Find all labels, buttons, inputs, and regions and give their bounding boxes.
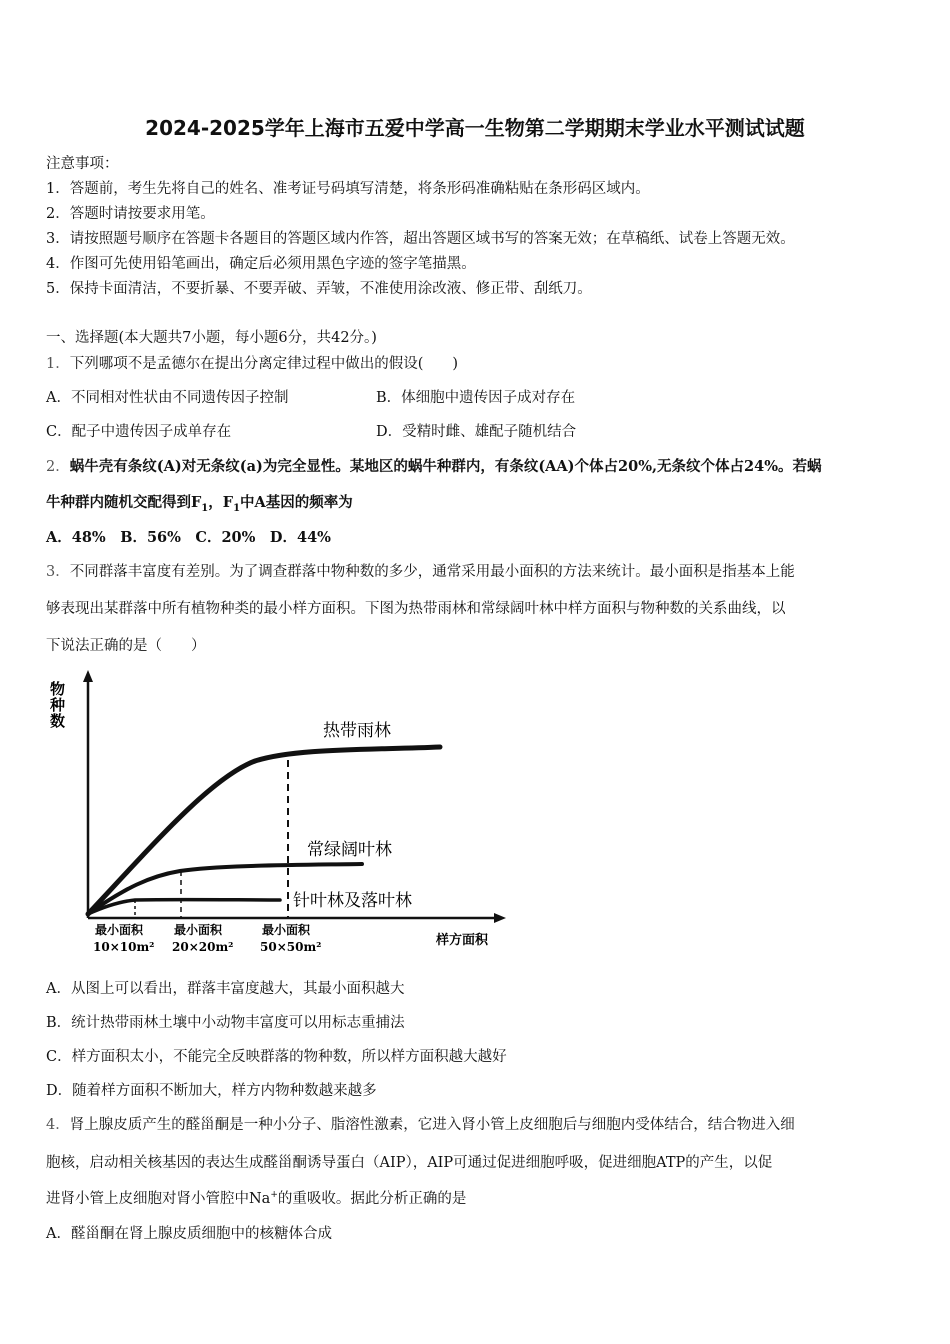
y-axis-arrow <box>83 670 93 682</box>
notice-heading: 注意事项： <box>46 156 119 172</box>
min-area-value-3: 50×50m² <box>260 940 322 954</box>
question-1-option-a: A．不同相对性状由不同遗传因子控制 <box>46 390 289 406</box>
question-2-line-2 <box>46 491 353 514</box>
question-3-line-2: 够表现出某群落中所有植物种类的最小样方面积。下图为热带雨林和常绿阔叶林中样方面积与物种数的关系曲线，以 <box>46 601 786 617</box>
x-axis-label: 样方面积 <box>436 933 489 948</box>
series-line-coniferous-deciduous <box>88 900 280 914</box>
question-3-option-b: B．统计热带雨林土壤中小动物丰富度可以用标志重捕法 <box>46 1015 405 1031</box>
min-area-label-3: 最小面积 <box>262 923 311 937</box>
question-4-text-1: 肾上腺皮质产生的醛甾酮是一种小分子、脂溶性激素，它进入肾小管上皮细胞后与细胞内受体结合，结合物进入细 <box>69 1117 795 1133</box>
question-4-line-2: 胞核，启动相关核基因的表达生成醛甾酮诱导蛋白（AIP），AIP可通过促进细胞呼吸，促进细胞ATP的产生，以促 <box>46 1155 773 1171</box>
question-2-line-1 <box>46 455 822 476</box>
question-2-text-2c: 中A基因的频率为 <box>240 494 353 511</box>
question-4-sup: + <box>270 1190 278 1201</box>
question-2-number: 2． <box>46 459 70 475</box>
question-4-line-3 <box>46 1187 466 1208</box>
series-label-broadleaf: 常绿阔叶林 <box>307 840 392 860</box>
series-line-tropical-rainforest <box>88 747 440 914</box>
question-1-number: 1． <box>46 356 70 372</box>
question-4-option-a: A．醛甾酮在肾上腺皮质细胞中的核糖体合成 <box>46 1226 332 1242</box>
y-axis-label-char-2: 种 <box>50 696 66 714</box>
question-1-text: 下列哪项不是孟德尔在提出分离定律过程中做出的假设( ) <box>69 356 459 372</box>
x-axis-arrow <box>494 913 506 923</box>
question-3-line-1 <box>46 560 795 581</box>
notice-item-4: 4．作图可先使用铅笔画出，确定后必须用黑色字迹的签字笔描黑。 <box>46 256 476 272</box>
question-2-sub-1: 1 <box>201 502 209 514</box>
question-4-number: 4． <box>46 1117 70 1133</box>
series-label-rainforest: 热带雨林 <box>323 721 391 741</box>
question-3-text-1: 不同群落丰富度有差别。为了调查群落中物种数的多少，通常采用最小面积的方法来统计。最小面积是指基本上能 <box>69 564 795 580</box>
question-2-options: A．48% B．56% C．20% D．44% <box>46 529 331 546</box>
notice-item-5: 5．保持卡面清洁，不要折暴、不要弄破、弄皱，不准使用涂改液、修正带、刮纸刀。 <box>46 281 592 297</box>
min-area-value-2: 20×20m² <box>172 940 234 954</box>
question-4-text-3b: 的重吸收。据此分析正确的是 <box>277 1191 467 1207</box>
min-area-label-2: 最小面积 <box>174 923 223 937</box>
notice-item-2: 2．答题时请按要求用笔。 <box>46 206 215 222</box>
question-4-text-3a: 进肾小管上皮细胞对肾小管腔中Na <box>46 1191 271 1207</box>
question-1-stem <box>46 352 458 373</box>
question-2-text-2b: ，F <box>208 494 234 511</box>
question-3-line-3: 下说法正确的是（ ） <box>46 638 206 654</box>
series-label-coniferous: 针叶林及落叶林 <box>293 891 412 911</box>
question-3-option-a: A．从图上可以看出，群落丰富度越大，其最小面积越大 <box>46 981 405 997</box>
min-area-value-1: 10×10m² <box>93 940 155 954</box>
question-1-option-d: D．受精时雌、雄配子随机结合 <box>376 424 577 440</box>
section-heading: 一、选择题(本大题共7小题，每小题6分，共42分。) <box>46 330 377 346</box>
question-3-option-c: C．样方面积太小，不能完全反映群落的物种数，所以样方面积越大越好 <box>46 1049 507 1065</box>
question-4-line-1 <box>46 1113 795 1134</box>
species-area-chart <box>40 668 520 958</box>
question-2-text-2a: 牛种群内随机交配得到F <box>46 494 202 511</box>
y-axis-label-char-3: 数 <box>50 712 66 730</box>
question-3-number: 3． <box>46 564 70 580</box>
question-2-sub-2: 1 <box>233 502 241 514</box>
question-1-option-c: C．配子中遗传因子成单存在 <box>46 424 232 440</box>
notice-item-1: 1．答题前，考生先将自己的姓名、准考证号码填写清楚，将条形码准确粘贴在条形码区域内。 <box>46 181 650 197</box>
question-1-option-b: B．体细胞中遗传因子成对存在 <box>376 390 576 406</box>
page-title: 2024-2025学年上海市五爱中学高一生物第二学期期末学业水平测试试题 <box>145 116 805 140</box>
question-2-text-1: 蜗牛壳有条纹(A)对无条纹(a)为完全显性。某地区的蜗牛种群内，有条纹(AA)个体占20%,无条纹个体占24%。若蜗 <box>69 458 822 475</box>
min-area-label-1: 最小面积 <box>95 923 144 937</box>
question-3-option-d: D．随着样方面积不断加大，样方内物种数越来越多 <box>46 1083 377 1099</box>
y-axis-label-char-1: 物 <box>50 680 66 698</box>
notice-item-3: 3．请按照题号顺序在答题卡各题目的答题区域内作答，超出答题区域书写的答案无效；在草稿纸、试卷上答题无效。 <box>46 231 795 247</box>
